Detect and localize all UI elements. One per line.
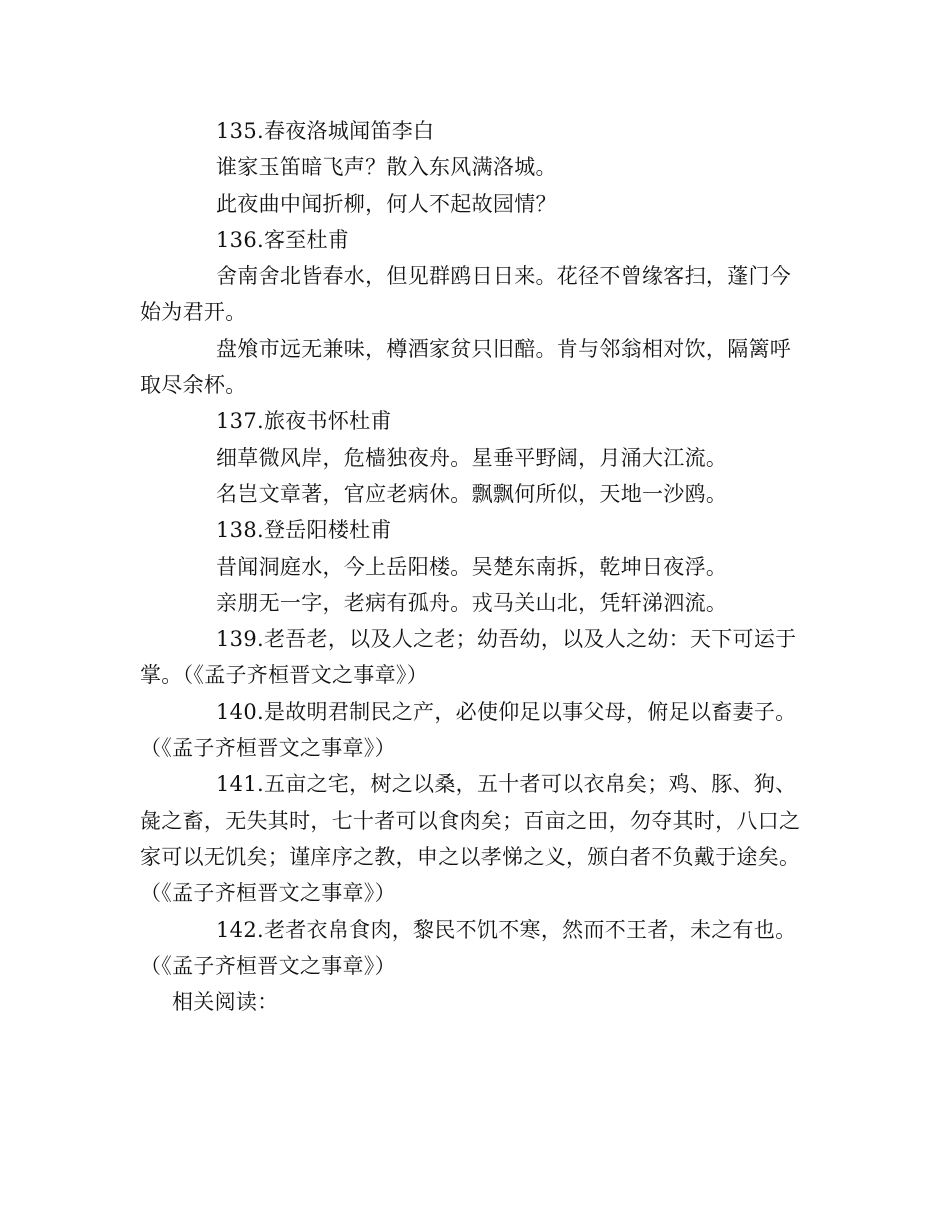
poem-title-136: 136.客至杜甫 (216, 227, 350, 252)
quote-140: 140.是故明君制民之产，必使仰足以事父母，俯足以畜妻子。 (216, 699, 797, 724)
poem-line: 此夜曲中闻折柳，何人不起故园情？ (216, 191, 557, 216)
poem-line: 盘飧市远无兼味，樽酒家贫只旧醅。肯与邻翁相对饮，隔篱呼 (216, 336, 792, 361)
quote-continuation: 彘之畜，无失其时，七十者可以食肉矣；百亩之田，勿夺其时，八口之 (140, 808, 801, 833)
quote-source: （《孟子齐桓晋文之事章》） (140, 736, 396, 761)
poem-line: 昔闻洞庭水，今上岳阳楼。吴楚东南拆，乾坤日夜浮。 (216, 554, 728, 579)
quote-142: 142.老者衣帛食肉，黎民不饥不寒，然而不王者，未之有也。 (216, 917, 797, 942)
quote-continuation: 家可以无饥矣；谨庠序之教，申之以孝悌之义，颁白者不负戴于途矣。 (140, 844, 801, 869)
poem-line-continuation: 始为君开。 (140, 300, 247, 325)
poem-line-continuation: 取尽余杯。 (140, 373, 247, 398)
poem-line: 谁家玉笛暗飞声？散入东风满洛城。 (216, 155, 557, 180)
quote-source: （《孟子齐桓晋文之事章》） (140, 881, 396, 906)
quote-source: （《孟子齐桓晋文之事章》） (140, 953, 396, 978)
poem-line: 名岂文章著，官应老病休。飘飘何所似，天地一沙鸥。 (216, 481, 728, 506)
quote-141: 141.五亩之宅，树之以桑，五十者可以衣帛矣；鸡、豚、狗、 (216, 772, 797, 797)
document-body (140, 113, 815, 1020)
poem-title-138: 138.登岳阳楼杜甫 (216, 518, 392, 543)
poem-title-137: 137.旅夜书怀杜甫 (216, 409, 392, 434)
poem-line: 细草微风岸，危樯独夜舟。星垂平野阔，月涌大江流。 (216, 445, 728, 470)
related-reading-heading: 相关阅读： (172, 990, 279, 1015)
quote-continuation: 掌。（《孟子齐桓晋文之事章》） (140, 663, 428, 688)
poem-title-135: 135.春夜洛城闻笛李白 (216, 119, 435, 143)
poem-line: 舍南舍北皆春水，但见群鸥日日来。花径不曾缘客扫，蓬门今 (216, 264, 792, 289)
quote-139: 139.老吾老，以及人之老；幼吾幼，以及人之幼：天下可运于 (216, 627, 797, 652)
poem-line: 亲朋无一字，老病有孤舟。戎马关山北，凭轩涕泗流。 (216, 590, 728, 615)
